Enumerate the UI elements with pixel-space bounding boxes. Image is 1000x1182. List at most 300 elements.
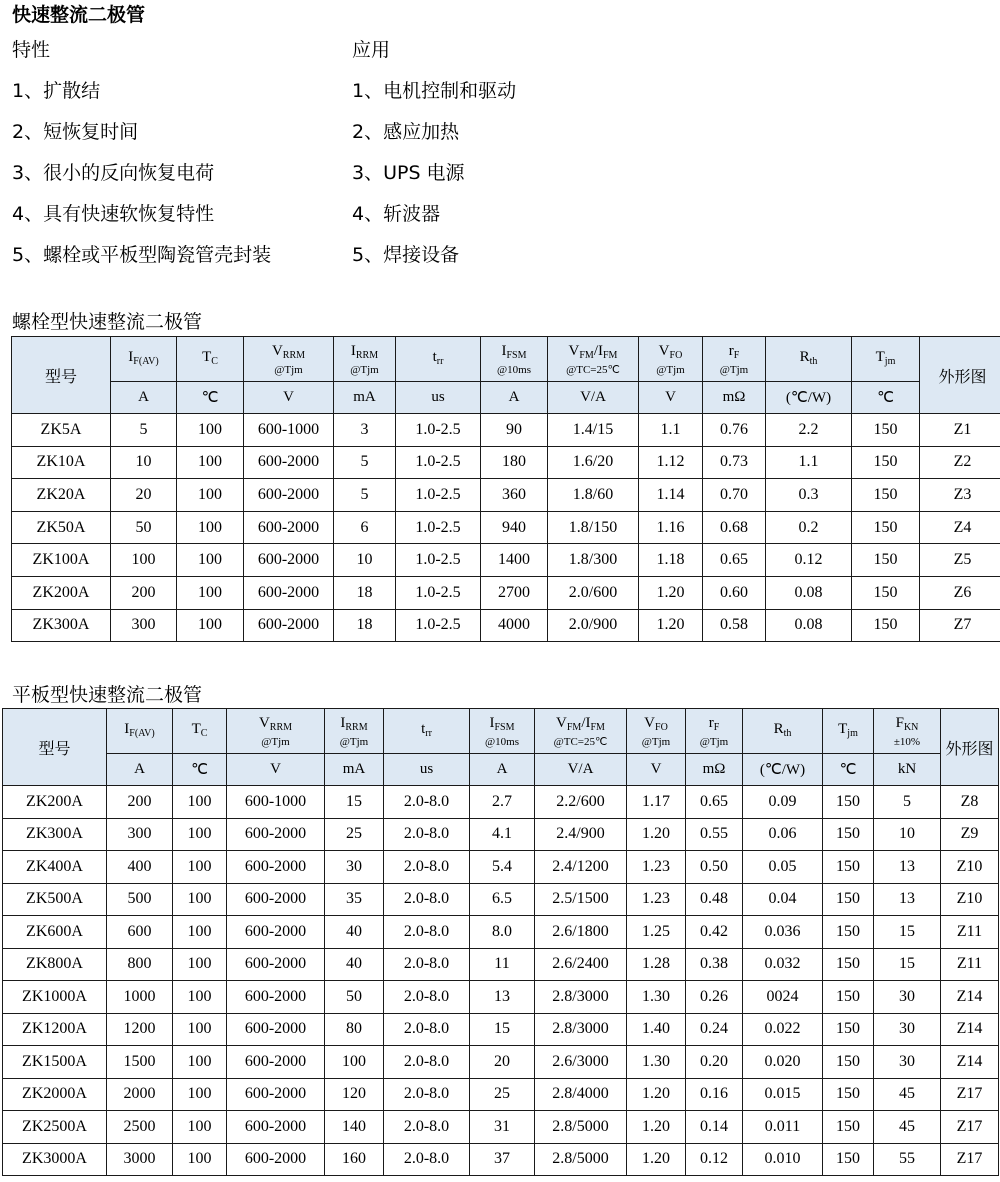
table-row bbox=[3, 883, 999, 916]
outline-cell: Z2 bbox=[920, 446, 1000, 479]
value-cell: 150 bbox=[823, 916, 874, 949]
value-cell: 1.0-2.5 bbox=[396, 446, 481, 479]
param-symbol-main: T bbox=[202, 349, 212, 365]
param-symbol bbox=[433, 349, 444, 365]
param-symbol bbox=[659, 343, 683, 359]
param-symbol-sub: FM bbox=[579, 349, 594, 361]
model-cell: ZK800A bbox=[3, 948, 107, 981]
value-cell: 20 bbox=[111, 479, 177, 512]
value-cell: 1.0-2.5 bbox=[396, 609, 481, 642]
param-symbol bbox=[501, 343, 526, 359]
param-unit: A bbox=[111, 382, 177, 414]
param-unit: us bbox=[396, 382, 481, 414]
model-cell: ZK300A bbox=[3, 818, 107, 851]
value-cell: 100 bbox=[173, 981, 227, 1014]
value-cell: 2.0-8.0 bbox=[384, 1046, 470, 1079]
value-cell: 5 bbox=[874, 786, 941, 819]
param-symbol-main: V bbox=[568, 342, 580, 359]
param-header bbox=[627, 709, 686, 754]
value-cell: 18 bbox=[334, 576, 396, 609]
param-symbol bbox=[272, 343, 305, 359]
model-cell: ZK200A bbox=[12, 576, 111, 609]
table-row bbox=[12, 414, 1000, 447]
param-symbol bbox=[800, 349, 818, 365]
value-cell: 1.6/20 bbox=[548, 446, 639, 479]
value-cell: 2.4/1200 bbox=[535, 851, 627, 884]
value-cell: 2.0-8.0 bbox=[384, 818, 470, 851]
value-cell: 2.8/5000 bbox=[535, 1111, 627, 1144]
value-cell: 1.8/60 bbox=[548, 479, 639, 512]
param-symbol-main: V bbox=[556, 714, 567, 731]
param-header bbox=[334, 337, 396, 382]
value-cell: 600-2000 bbox=[227, 948, 325, 981]
param-condition: @Tjm bbox=[699, 735, 729, 748]
model-cell: ZK400A bbox=[3, 851, 107, 884]
value-cell: 13 bbox=[874, 851, 941, 884]
value-cell: 1500 bbox=[107, 1046, 173, 1079]
value-cell: 150 bbox=[823, 786, 874, 819]
param-unit: mA bbox=[334, 382, 396, 414]
param-condition: @Tjm bbox=[274, 363, 303, 376]
value-cell: 1.28 bbox=[627, 948, 686, 981]
table-row bbox=[12, 479, 1000, 512]
value-cell: 100 bbox=[325, 1046, 384, 1079]
value-cell: 3000 bbox=[107, 1143, 173, 1176]
model-cell: ZK300A bbox=[12, 609, 111, 642]
param-symbol bbox=[421, 721, 432, 737]
stud-table-title: 螺栓型快速整流二极管 bbox=[12, 311, 203, 333]
value-cell: 0.06 bbox=[743, 818, 823, 851]
value-cell: 500 bbox=[107, 883, 173, 916]
value-cell: 0.12 bbox=[686, 1143, 743, 1176]
value-cell: 600-2000 bbox=[227, 1143, 325, 1176]
value-cell: 150 bbox=[823, 883, 874, 916]
param-symbol-main: T bbox=[875, 349, 885, 365]
value-cell: 40 bbox=[325, 948, 384, 981]
param-symbol bbox=[128, 349, 158, 365]
value-cell: 0.020 bbox=[743, 1046, 823, 1079]
param-header bbox=[384, 709, 470, 754]
param-condition: @Tjm bbox=[350, 363, 379, 376]
value-cell: 0.036 bbox=[743, 916, 823, 949]
value-cell: 0.38 bbox=[686, 948, 743, 981]
param-symbol-sub: FO bbox=[655, 721, 668, 733]
param-header bbox=[173, 709, 227, 754]
value-cell: 2.8/3000 bbox=[535, 1013, 627, 1046]
value-cell: 600 bbox=[107, 916, 173, 949]
application-item: 3、UPS 电源 bbox=[352, 162, 465, 184]
value-cell: 1.23 bbox=[627, 883, 686, 916]
value-cell: 1.20 bbox=[639, 609, 703, 642]
param-symbol bbox=[774, 721, 792, 737]
value-cell: 600-2000 bbox=[227, 1046, 325, 1079]
param-symbol-main: R bbox=[773, 721, 784, 737]
value-cell: 13 bbox=[874, 883, 941, 916]
value-cell: 1.0-2.5 bbox=[396, 479, 481, 512]
outline-cell: Z9 bbox=[941, 818, 999, 851]
param-symbol-sub: rr bbox=[425, 728, 432, 739]
table-row bbox=[12, 576, 1000, 609]
value-cell: 400 bbox=[107, 851, 173, 884]
value-cell: 180 bbox=[481, 446, 548, 479]
table-row bbox=[3, 1111, 999, 1144]
value-cell: 15 bbox=[874, 916, 941, 949]
value-cell: 100 bbox=[177, 609, 244, 642]
value-cell: 100 bbox=[173, 1111, 227, 1144]
table-row bbox=[12, 544, 1000, 577]
outline-cell: Z1 bbox=[920, 414, 1000, 447]
value-cell: 1000 bbox=[107, 981, 173, 1014]
features-heading: 特性 bbox=[12, 39, 51, 61]
param-symbol-main: I bbox=[501, 342, 507, 359]
value-cell: 1.0-2.5 bbox=[396, 576, 481, 609]
param-unit: A bbox=[481, 382, 548, 414]
param-unit: ℃ bbox=[852, 382, 920, 414]
outline-cell: Z17 bbox=[941, 1078, 999, 1111]
param-condition: @Tjm bbox=[656, 363, 685, 376]
feature-item: 1、扩散结 bbox=[12, 80, 101, 102]
param-symbol-sub: jm bbox=[847, 728, 858, 739]
value-cell: 1.1 bbox=[639, 414, 703, 447]
stud-diode-table bbox=[11, 336, 1000, 642]
param-symbol bbox=[729, 343, 740, 359]
applications-heading: 应用 bbox=[352, 39, 391, 61]
value-cell: 30 bbox=[325, 851, 384, 884]
value-cell: 0.08 bbox=[766, 609, 852, 642]
value-cell: 1.23 bbox=[627, 851, 686, 884]
value-cell: 0.48 bbox=[686, 883, 743, 916]
value-cell: 100 bbox=[173, 851, 227, 884]
param-symbol bbox=[124, 721, 154, 737]
value-cell: 100 bbox=[177, 479, 244, 512]
value-cell: 200 bbox=[107, 786, 173, 819]
param-unit: ℃ bbox=[823, 754, 874, 786]
value-cell: 5.4 bbox=[470, 851, 535, 884]
value-cell: 2.0-8.0 bbox=[384, 916, 470, 949]
param-header bbox=[470, 709, 535, 754]
model-cell: ZK2500A bbox=[3, 1111, 107, 1144]
page-title: 快速整流二极管 bbox=[12, 4, 146, 26]
value-cell: 1.20 bbox=[627, 818, 686, 851]
param-header bbox=[823, 709, 874, 754]
param-symbol-main: I bbox=[489, 714, 495, 731]
value-cell: 300 bbox=[107, 818, 173, 851]
value-cell: 2.0-8.0 bbox=[384, 851, 470, 884]
value-cell: 0.12 bbox=[766, 544, 852, 577]
value-cell: 600-2000 bbox=[244, 609, 334, 642]
outline-cell: Z4 bbox=[920, 511, 1000, 544]
value-cell: 150 bbox=[823, 981, 874, 1014]
value-cell: 2.6/1800 bbox=[535, 916, 627, 949]
value-cell: 1.8/150 bbox=[548, 511, 639, 544]
table-row bbox=[12, 609, 1000, 642]
value-cell: 0.14 bbox=[686, 1111, 743, 1144]
table-row bbox=[3, 1078, 999, 1111]
value-cell: 2500 bbox=[107, 1111, 173, 1144]
param-unit: V bbox=[627, 754, 686, 786]
param-unit: kN bbox=[874, 754, 941, 786]
value-cell: 1.20 bbox=[627, 1143, 686, 1176]
value-cell: 100 bbox=[177, 446, 244, 479]
outline-cell: Z10 bbox=[941, 851, 999, 884]
value-cell: 5 bbox=[334, 446, 396, 479]
param-unit: ℃ bbox=[173, 754, 227, 786]
value-cell: 600-2000 bbox=[244, 576, 334, 609]
model-cell: ZK1200A bbox=[3, 1013, 107, 1046]
param-symbol-sub: C bbox=[211, 356, 218, 367]
param-symbol bbox=[896, 715, 919, 731]
param-unit: mA bbox=[325, 754, 384, 786]
value-cell: 0.09 bbox=[743, 786, 823, 819]
param-symbol bbox=[340, 715, 367, 731]
value-cell: 0.011 bbox=[743, 1111, 823, 1144]
param-symbol-sub: rr bbox=[436, 356, 444, 367]
application-item: 5、焊接设备 bbox=[352, 244, 460, 266]
param-symbol-sub: FSM bbox=[506, 349, 527, 361]
value-cell: 11 bbox=[470, 948, 535, 981]
param-header bbox=[703, 337, 766, 382]
value-cell: 0.16 bbox=[686, 1078, 743, 1111]
table-row bbox=[3, 916, 999, 949]
value-cell: 5 bbox=[334, 479, 396, 512]
param-symbol bbox=[838, 721, 858, 737]
value-cell: 2.0-8.0 bbox=[384, 1078, 470, 1111]
value-cell: 100 bbox=[111, 544, 177, 577]
value-cell: 2.5/1500 bbox=[535, 883, 627, 916]
value-cell: 100 bbox=[177, 414, 244, 447]
value-cell: 10 bbox=[874, 818, 941, 851]
application-item: 2、感应加热 bbox=[352, 121, 460, 143]
param-unit: mΩ bbox=[703, 382, 766, 414]
disc-diode-table bbox=[2, 708, 999, 1176]
value-cell: 160 bbox=[325, 1143, 384, 1176]
model-cell: ZK200A bbox=[3, 786, 107, 819]
value-cell: 120 bbox=[325, 1078, 384, 1111]
param-condition: @Tjm bbox=[261, 735, 290, 748]
param-symbol bbox=[644, 715, 668, 731]
value-cell: 40 bbox=[325, 916, 384, 949]
param-unit: V bbox=[639, 382, 703, 414]
value-cell: 45 bbox=[874, 1078, 941, 1111]
param-symbol-main: I bbox=[350, 342, 356, 359]
param-symbol-main: V bbox=[258, 714, 270, 731]
param-header bbox=[177, 337, 244, 382]
feature-item: 4、具有快速软恢复特性 bbox=[12, 203, 215, 225]
model-cell: ZK1500A bbox=[3, 1046, 107, 1079]
table-row bbox=[3, 948, 999, 981]
value-cell: 2.0/900 bbox=[548, 609, 639, 642]
value-cell: 6.5 bbox=[470, 883, 535, 916]
value-cell: 4.1 bbox=[470, 818, 535, 851]
value-cell: 1.12 bbox=[639, 446, 703, 479]
outline-cell: Z11 bbox=[941, 916, 999, 949]
value-cell: 0.010 bbox=[743, 1143, 823, 1176]
param-symbol-sub: RRM bbox=[355, 349, 379, 361]
value-cell: 0.3 bbox=[766, 479, 852, 512]
value-cell: 45 bbox=[874, 1111, 941, 1144]
value-cell: 100 bbox=[173, 786, 227, 819]
value-cell: 150 bbox=[823, 851, 874, 884]
value-cell: 940 bbox=[481, 511, 548, 544]
param-condition: @Tjm bbox=[339, 735, 369, 748]
value-cell: 600-2000 bbox=[244, 511, 334, 544]
value-cell: 0.58 bbox=[703, 609, 766, 642]
table-row bbox=[3, 1046, 999, 1079]
value-cell: 1.30 bbox=[627, 1046, 686, 1079]
value-cell: 150 bbox=[852, 609, 920, 642]
value-cell: 1.20 bbox=[627, 1078, 686, 1111]
value-cell: 1.40 bbox=[627, 1013, 686, 1046]
value-cell: 150 bbox=[823, 1046, 874, 1079]
param-header bbox=[227, 709, 325, 754]
outline-cell: Z14 bbox=[941, 981, 999, 1014]
param-symbol bbox=[556, 715, 605, 731]
value-cell: 15 bbox=[470, 1013, 535, 1046]
param-symbol-sub: jm bbox=[884, 356, 896, 367]
value-cell: 100 bbox=[173, 1013, 227, 1046]
value-cell: 150 bbox=[852, 511, 920, 544]
value-cell: 600-2000 bbox=[227, 916, 325, 949]
param-header bbox=[111, 337, 177, 382]
value-cell: 2.8/5000 bbox=[535, 1143, 627, 1176]
param-symbol-main: T bbox=[838, 721, 848, 737]
value-cell: 600-2000 bbox=[244, 446, 334, 479]
value-cell: 150 bbox=[852, 544, 920, 577]
value-cell: 37 bbox=[470, 1143, 535, 1176]
outline-cell: Z3 bbox=[920, 479, 1000, 512]
value-cell: 600-2000 bbox=[227, 1013, 325, 1046]
value-cell: 1400 bbox=[481, 544, 548, 577]
outline-header: 外形图 bbox=[941, 709, 999, 786]
value-cell: 0.24 bbox=[686, 1013, 743, 1046]
value-cell: 0.2 bbox=[766, 511, 852, 544]
value-cell: 2.0-8.0 bbox=[384, 981, 470, 1014]
param-condition: @10ms bbox=[497, 363, 531, 376]
param-unit: V bbox=[244, 382, 334, 414]
value-cell: 0.68 bbox=[703, 511, 766, 544]
param-symbol bbox=[192, 721, 208, 737]
value-cell: 2700 bbox=[481, 576, 548, 609]
value-cell: 10 bbox=[111, 446, 177, 479]
param-symbol-main: R bbox=[799, 349, 810, 365]
param-symbol-sub: F(AV) bbox=[129, 728, 155, 739]
param-condition: ±10% bbox=[893, 735, 921, 748]
value-cell: 0.015 bbox=[743, 1078, 823, 1111]
value-cell: 1.8/300 bbox=[548, 544, 639, 577]
value-cell: 1.20 bbox=[627, 1111, 686, 1144]
value-cell: 30 bbox=[874, 1046, 941, 1079]
outline-cell: Z11 bbox=[941, 948, 999, 981]
param-header bbox=[686, 709, 743, 754]
value-cell: 1.30 bbox=[627, 981, 686, 1014]
param-symbol-main: t bbox=[421, 721, 426, 737]
param-header bbox=[743, 709, 823, 754]
outline-cell: Z5 bbox=[920, 544, 1000, 577]
value-cell: 2.6/2400 bbox=[535, 948, 627, 981]
table-row bbox=[3, 981, 999, 1014]
table-row bbox=[3, 1013, 999, 1046]
model-header: 型号 bbox=[3, 709, 107, 786]
table-row bbox=[12, 511, 1000, 544]
value-cell: 0.73 bbox=[703, 446, 766, 479]
value-cell: 0.20 bbox=[686, 1046, 743, 1079]
value-cell: 80 bbox=[325, 1013, 384, 1046]
value-cell: 0.022 bbox=[743, 1013, 823, 1046]
param-condition: @TC=25℃ bbox=[566, 363, 620, 376]
model-cell: ZK1000A bbox=[3, 981, 107, 1014]
value-cell: 0.42 bbox=[686, 916, 743, 949]
param-symbol-main: r bbox=[708, 714, 714, 731]
value-cell: 150 bbox=[823, 1111, 874, 1144]
param-symbol-sub: RRM bbox=[282, 349, 306, 361]
param-symbol bbox=[876, 349, 896, 365]
feature-item: 3、很小的反向恢复电荷 bbox=[12, 162, 215, 184]
param-condition: @Tjm bbox=[641, 735, 671, 748]
param-unit: A bbox=[107, 754, 173, 786]
model-cell: ZK100A bbox=[12, 544, 111, 577]
value-cell: 20 bbox=[470, 1046, 535, 1079]
param-symbol-sub: FM bbox=[590, 721, 605, 733]
value-cell: 600-2000 bbox=[227, 818, 325, 851]
param-unit: V/A bbox=[535, 754, 627, 786]
outline-cell: Z17 bbox=[941, 1111, 999, 1144]
value-cell: 2.0-8.0 bbox=[384, 1013, 470, 1046]
value-cell: 50 bbox=[325, 981, 384, 1014]
value-cell: 8.0 bbox=[470, 916, 535, 949]
value-cell: 0.65 bbox=[686, 786, 743, 819]
value-cell: 2000 bbox=[107, 1078, 173, 1111]
outline-cell: Z17 bbox=[941, 1143, 999, 1176]
outline-cell: Z8 bbox=[941, 786, 999, 819]
value-cell: 0.08 bbox=[766, 576, 852, 609]
param-symbol bbox=[569, 343, 618, 359]
param-header bbox=[535, 709, 627, 754]
value-cell: 0.032 bbox=[743, 948, 823, 981]
value-cell: 0024 bbox=[743, 981, 823, 1014]
table-row bbox=[3, 786, 999, 819]
param-symbol bbox=[351, 343, 378, 359]
param-symbol bbox=[202, 349, 218, 365]
value-cell: 55 bbox=[874, 1143, 941, 1176]
value-cell: 150 bbox=[852, 446, 920, 479]
param-symbol-sub: th bbox=[783, 728, 792, 739]
value-cell: 150 bbox=[823, 1013, 874, 1046]
table-row bbox=[3, 851, 999, 884]
param-header bbox=[481, 337, 548, 382]
model-cell: ZK5A bbox=[12, 414, 111, 447]
value-cell: 0.04 bbox=[743, 883, 823, 916]
param-unit: V bbox=[227, 754, 325, 786]
model-cell: ZK20A bbox=[12, 479, 111, 512]
value-cell: 1.1 bbox=[766, 446, 852, 479]
param-symbol-main: V bbox=[271, 342, 283, 359]
value-cell: 0.65 bbox=[703, 544, 766, 577]
value-cell: 2.0-8.0 bbox=[384, 1143, 470, 1176]
value-cell: 100 bbox=[173, 916, 227, 949]
value-cell: 1.0-2.5 bbox=[396, 544, 481, 577]
param-symbol-sub: F bbox=[713, 721, 720, 733]
value-cell: 150 bbox=[823, 948, 874, 981]
value-cell: 2.2 bbox=[766, 414, 852, 447]
outline-cell: Z7 bbox=[920, 609, 1000, 642]
outline-header: 外形图 bbox=[920, 337, 1000, 414]
model-cell: ZK10A bbox=[12, 446, 111, 479]
value-cell: 150 bbox=[823, 1078, 874, 1111]
param-symbol bbox=[259, 715, 292, 731]
value-cell: 2.8/3000 bbox=[535, 981, 627, 1014]
param-symbol-main: I bbox=[124, 721, 130, 737]
value-cell: 360 bbox=[481, 479, 548, 512]
